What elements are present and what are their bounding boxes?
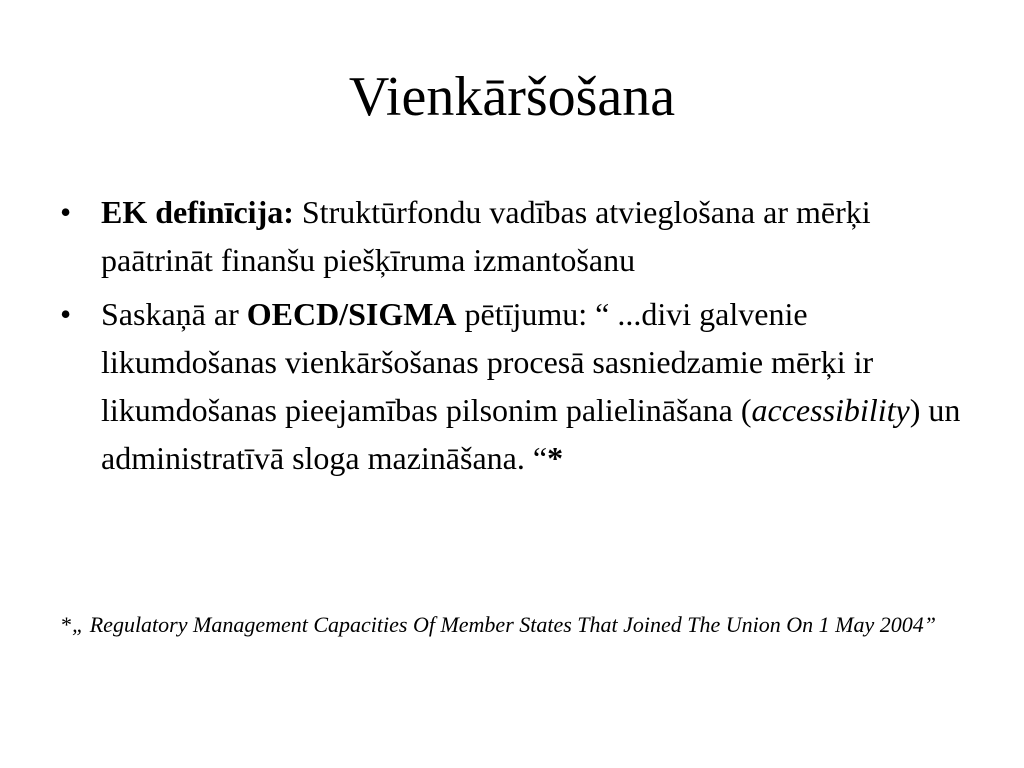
footnote [61,610,1011,640]
bullet-text-part-3: ) un administratīvā sloga mazināšana. “ [101,392,961,476]
bullet-list [60,188,970,488]
bullet-bold-label: OECD/SIGMA [246,296,457,332]
bullet-icon: • [60,296,72,332]
bullet-italic-term: accessibility [751,392,910,428]
bullet-text: Struktūrfondu vadības atvieglošana ar mērķi paātrināt finanšu piešķīruma izmantošanu [101,194,871,278]
bullet-bold-label: EK definīcija: [101,194,294,230]
footnote-marker: * [61,612,72,637]
bullet-footnote-marker: * [547,440,564,476]
slide-title: Vienkāršošana [348,66,676,128]
footnote-text: „ Regulatory Management Capacities Of Member States That Joined The Union On 1 May 2004” [72,612,937,637]
bullet-icon: • [60,194,72,230]
bullet-item-ek-definition [60,188,970,284]
bullet-text-part-2: pētījumu: “ ...divi galvenie likumdošanas vienkāršošanas procesā sasniedzamie mērķi ir likumdošanas pieejamības pilsonim palielināšana ( [101,296,874,428]
bullet-item-oecd-sigma [60,290,970,482]
bullet-text-part-1: Saskaņā ar [101,296,247,332]
